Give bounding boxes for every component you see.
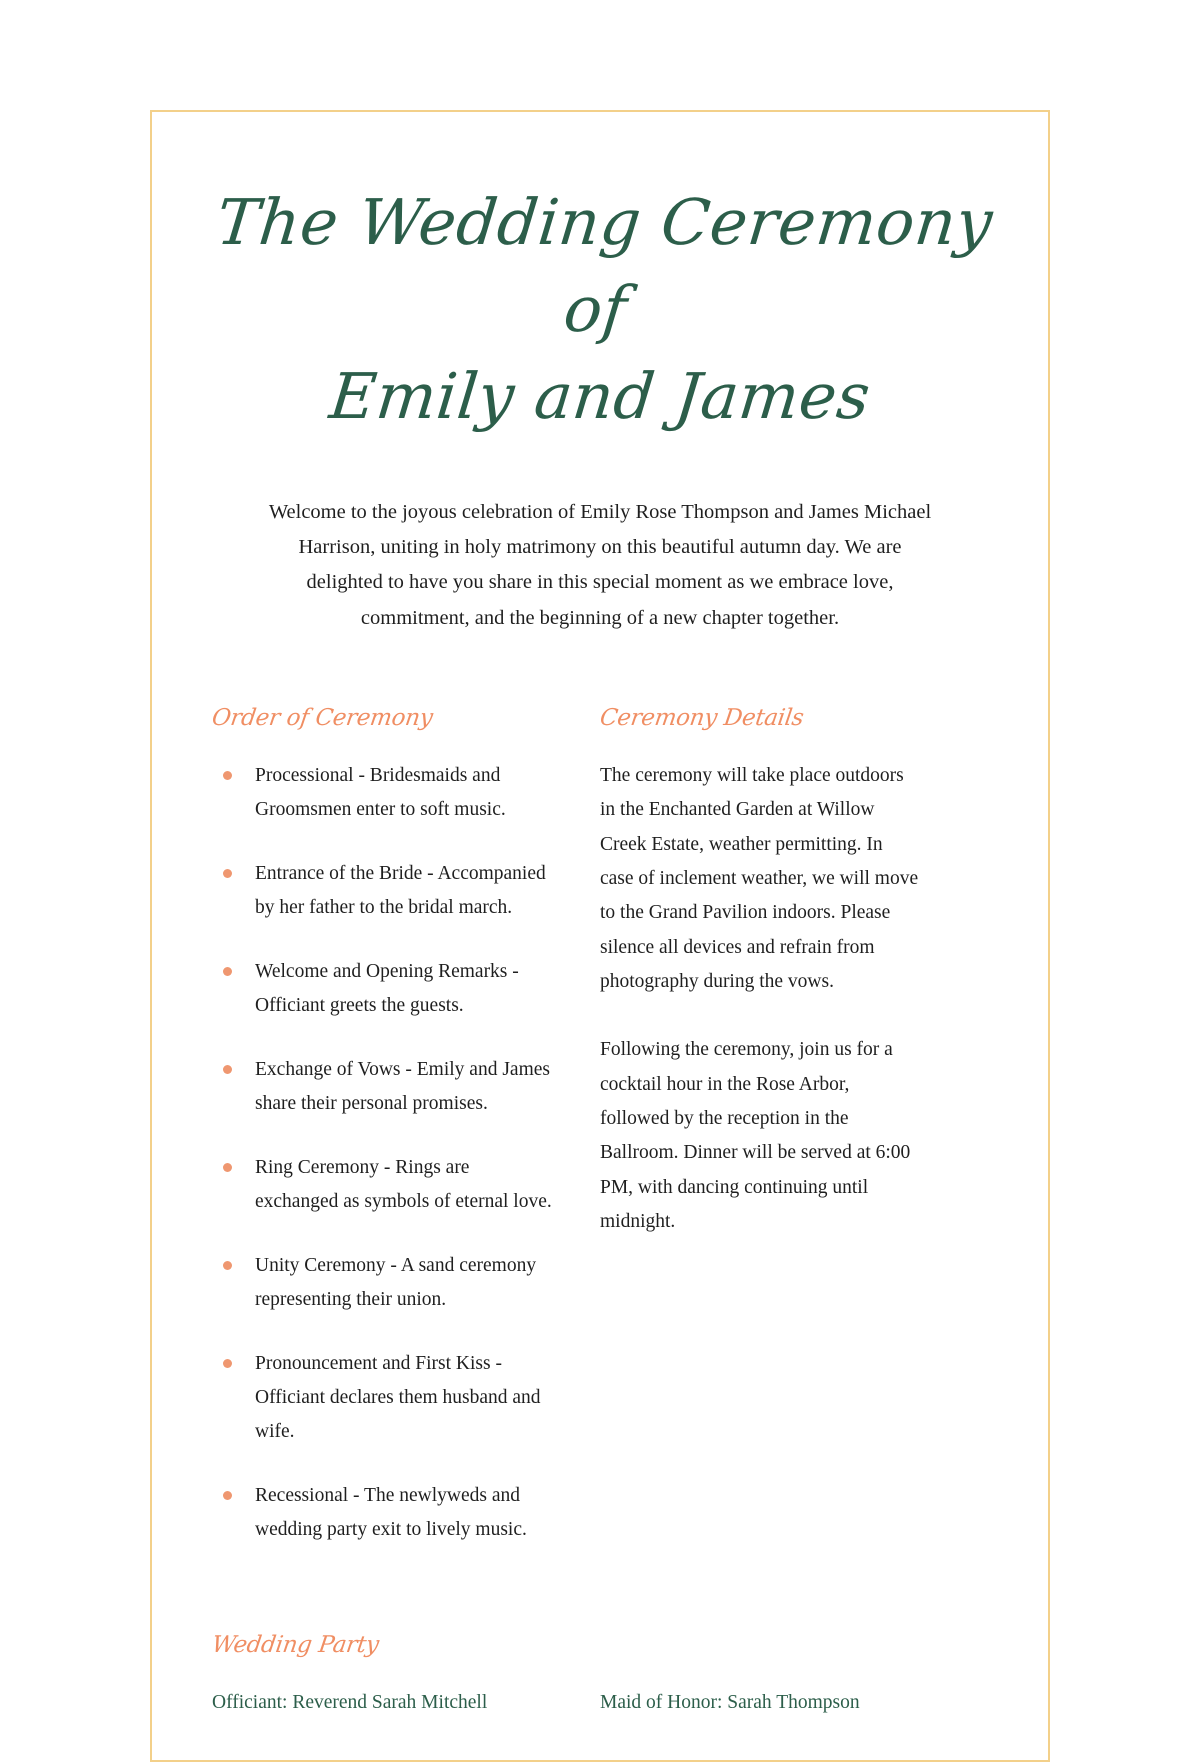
list-item [212, 759, 552, 826]
list-item [212, 857, 552, 924]
page-title-line-1: The Wedding Ceremony of [213, 186, 997, 346]
bullet-dot-icon [223, 771, 232, 780]
list-item-label: Ring Ceremony - Rings are exchanged as symbols of eternal love. [255, 1157, 552, 1212]
list-item-label: Recessional - The newlyweds and wedding party exit to lively music. [255, 1485, 527, 1540]
list-item-label: Welcome and Opening Remarks - Officiant greets the guests. [255, 961, 519, 1016]
bullet-dot-icon [223, 1065, 232, 1074]
order-of-ceremony-column [212, 706, 552, 1577]
ceremony-details-column [600, 706, 920, 1577]
list-item-label: Processional - Bridesmaids and Groomsmen enter to soft music. [255, 765, 506, 820]
list-item-label: Exchange of Vows - Emily and James share their personal promises. [255, 1059, 550, 1114]
content-columns [212, 706, 988, 1577]
bullet-dot-icon [223, 1261, 232, 1270]
page-title-line-2: Emily and James [326, 359, 874, 433]
wedding-party-grid [212, 1686, 988, 1730]
wedding-party-right-column [600, 1686, 920, 1730]
bullet-dot-icon [223, 1163, 232, 1172]
title-block [212, 152, 997, 441]
wedding-party-section [212, 1633, 988, 1730]
list-item [212, 1347, 552, 1448]
list-item-label: Unity Ceremony - A sand ceremony representing their union. [255, 1255, 537, 1310]
wedding-party-heading: Wedding Party [210, 1632, 381, 1659]
bullet-dot-icon [223, 1359, 232, 1368]
wedding-party-left-column [212, 1686, 552, 1730]
list-item [212, 1151, 552, 1218]
ceremony-details-paragraph: Following the ceremony, join us for a cocktail hour in the Rose Arbor, followed by the reception in the Ballroom. Dinner will be served at 6:00 PM, with dancing continuing until midnight. [600, 1039, 911, 1232]
bullet-dot-icon [223, 1491, 232, 1500]
list-item [212, 1053, 552, 1120]
order-of-ceremony-heading: Order of Ceremony [210, 704, 435, 731]
list-item-label: Pronouncement and First Kiss - Officiant declares them husband and wife. [255, 1353, 541, 1442]
ceremony-details-heading: Ceremony Details [598, 704, 806, 731]
bullet-dot-icon [223, 967, 232, 976]
bullet-dot-icon [223, 869, 232, 878]
wedding-party-entry: Officiant: Reverend Sarah Mitchell [212, 1692, 488, 1714]
list-item-label: Entrance of the Bride - Accompanied by her father to the bridal march. [255, 863, 546, 918]
list-item [212, 1249, 552, 1316]
wedding-party-entry: Maid of Honor: Sarah Thompson [600, 1692, 860, 1714]
intro-paragraph: Welcome to the joyous celebration of Emily Rose Thompson and James Michael Harrison, uniting in holy matrimony on this beautiful autumn day. We are delighted to have you share in this special moment as we embrace love, commitment, and the beginning of a new chapter together. [268, 500, 932, 629]
list-item [212, 955, 552, 1022]
list-item [212, 1479, 552, 1546]
wedding-program-card [150, 110, 1050, 1762]
order-of-ceremony-list [212, 759, 552, 1546]
ceremony-details-paragraph: The ceremony will take place outdoors in the Enchanted Garden at Willow Creek Estate, weather permitting. In case of inclement weather, we will move to the Grand Pavilion indoors. Please silence all devices and refrain from photography during the vows. [600, 765, 919, 992]
